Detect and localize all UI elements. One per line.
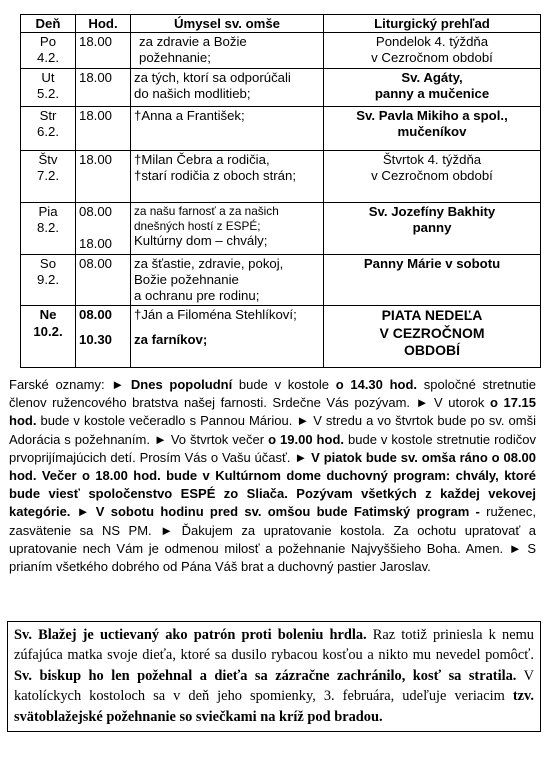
blaise-text: tzv. svätoblažejské požehnanie so sviečkami na kríž pod bradou. <box>14 688 534 725</box>
liturgy-cell: Sv. Pavla Mikiho a spol., mučeníkov <box>324 107 541 151</box>
mass-schedule-table <box>20 14 541 368</box>
blaise-text: Raz totiž priniesla k nemu zúfajúca matka svoje dieťa, ktoré sa dusilo rybacou kosťou a nikto mu nevedel pomôcť. <box>14 627 534 664</box>
header-umysel: Úmysel sv. omše <box>131 15 324 33</box>
saint-blaise-box <box>7 621 541 732</box>
day-cell: Ut 5.2. <box>21 69 76 107</box>
header-hod: Hod. <box>76 15 131 33</box>
table-row <box>21 306 541 368</box>
announcement-text: o 17.15 hod. <box>9 395 536 429</box>
table-header-row <box>21 15 541 33</box>
intention-cell: za našu farnosť a za našich dnešných hostí z ESPÉ; Kultúrny dom – chvály; <box>131 203 324 254</box>
hour-cell: 18.00 <box>76 69 131 107</box>
intention-cell: †Anna a František; <box>131 107 324 151</box>
liturgy-cell: Sv. Jozefíny Bakhity panny <box>324 203 541 254</box>
day-cell: So 9.2. <box>21 254 76 306</box>
day-cell: Str 6.2. <box>21 107 76 151</box>
hour-cell: 18.00 <box>76 33 131 69</box>
header-den: Deň <box>21 15 76 33</box>
hour-cell: 18.00 <box>76 107 131 151</box>
announcement-text: V piatok bude sv. omša ráno o 08.00 hod. Večer o 18.00 hod. bude v Kultúrnom dome duchovný program: chvály, ktoré bude viesť spoločenstvo ESPÉ zo Sliača. Pozývam všetkých z každej vekovej kategórie. ► V sobotu hodinu pred sv. omšou bude Fatimský program - <box>9 449 536 520</box>
intention-cell: †Ján a Filoména Stehlíkoví; za farníkov; <box>131 306 324 368</box>
liturgy-cell: Pondelok 4. týždňa v Cezročnom období <box>324 33 541 69</box>
table-row <box>21 203 541 254</box>
table-row <box>21 151 541 203</box>
announcement-text: bude v kostole večeradlo s Pannou Máriou. ► V stredu a vo štvrtok bude po sv. omši Adorácia s požehnaním. ► Vo štvrtok večer <box>9 413 536 447</box>
hour-cell: 08.00 18.00 <box>76 203 131 254</box>
day-cell: Pia 8.2. <box>21 203 76 254</box>
table-row <box>21 69 541 107</box>
intention-cell: za zdravie a Božie požehnanie; <box>131 33 324 69</box>
liturgy-cell: Panny Márie v sobotu <box>324 254 541 306</box>
parish-announcements <box>9 376 536 576</box>
liturgy-cell: PIATA NEDEĽA V CEZROČNOM OBDOBÍ <box>324 306 541 368</box>
announcement-text: ruženec, zasvätenie sa NS PM. ► Ďakujem za upratovanie kostola. Za ochotu upratovať a upratovanie nech Vám je odmenou milosť a požehnanie Najvyššieho Boha. Amen. ► S prianím všetkého dobrého od Pána Váš brat a duchovný pastier Jaroslav. <box>9 504 536 574</box>
blaise-text: V katolíckych kostoloch sa v deň jeho spomienky, 3. februára, udeľuje veriacim <box>14 667 534 705</box>
liturgy-cell: Sv. Agáty, panny a mučenice <box>324 69 541 107</box>
table-row <box>21 33 541 69</box>
blaise-text: Sv. biskup ho len požehnal a dieťa sa zázračne zachránilo, kosť sa stratila. <box>14 667 517 684</box>
announcement-text: spoločné stretnutie členov ružencového bratstva našej farnosti. Srdečne Vás pozývam. ► V utorok <box>9 377 536 411</box>
table-row <box>21 107 541 151</box>
blaise-text: Sv. Blažej je uctievaný ako patrón proti boleniu hrdla. <box>14 627 367 643</box>
announcement-text: bude v kostole stretnutie rodičov prvoprijímajúcich detí. Prosím Vás o Vašu účasť. ► <box>9 431 536 465</box>
announcement-text: Farské oznamy: ► <box>9 377 131 392</box>
intention-cell: za tých, ktorí sa odporúčali do našich modlitieb; <box>131 69 324 107</box>
announcement-text: bude v kostole <box>232 377 336 392</box>
header-liturgicky: Liturgický prehľad <box>324 15 541 33</box>
announcement-text: Dnes popoludní <box>130 377 233 392</box>
day-cell: Ne 10.2. <box>21 306 76 368</box>
intention-cell: †Milan Čebra a rodičia, †starí rodičia z oboch strán; <box>131 151 324 203</box>
day-cell: Štv 7.2. <box>21 151 76 203</box>
hour-cell: 08.00 <box>76 254 131 306</box>
hour-cell: 18.00 <box>76 151 131 203</box>
announcement-text: o 14.30 hod. <box>335 377 418 392</box>
announcement-text: o 19.00 hod. <box>268 431 344 447</box>
intention-cell: za šťastie, zdravie, pokoj, Božie požehnanie a ochranu pre rodinu; <box>131 254 324 306</box>
liturgy-cell: Štvrtok 4. týždňa v Cezročnom období <box>324 151 541 203</box>
hour-cell: 08.00 10.30 <box>76 306 131 368</box>
table-row <box>21 254 541 306</box>
day-cell: Po 4.2. <box>21 33 76 69</box>
